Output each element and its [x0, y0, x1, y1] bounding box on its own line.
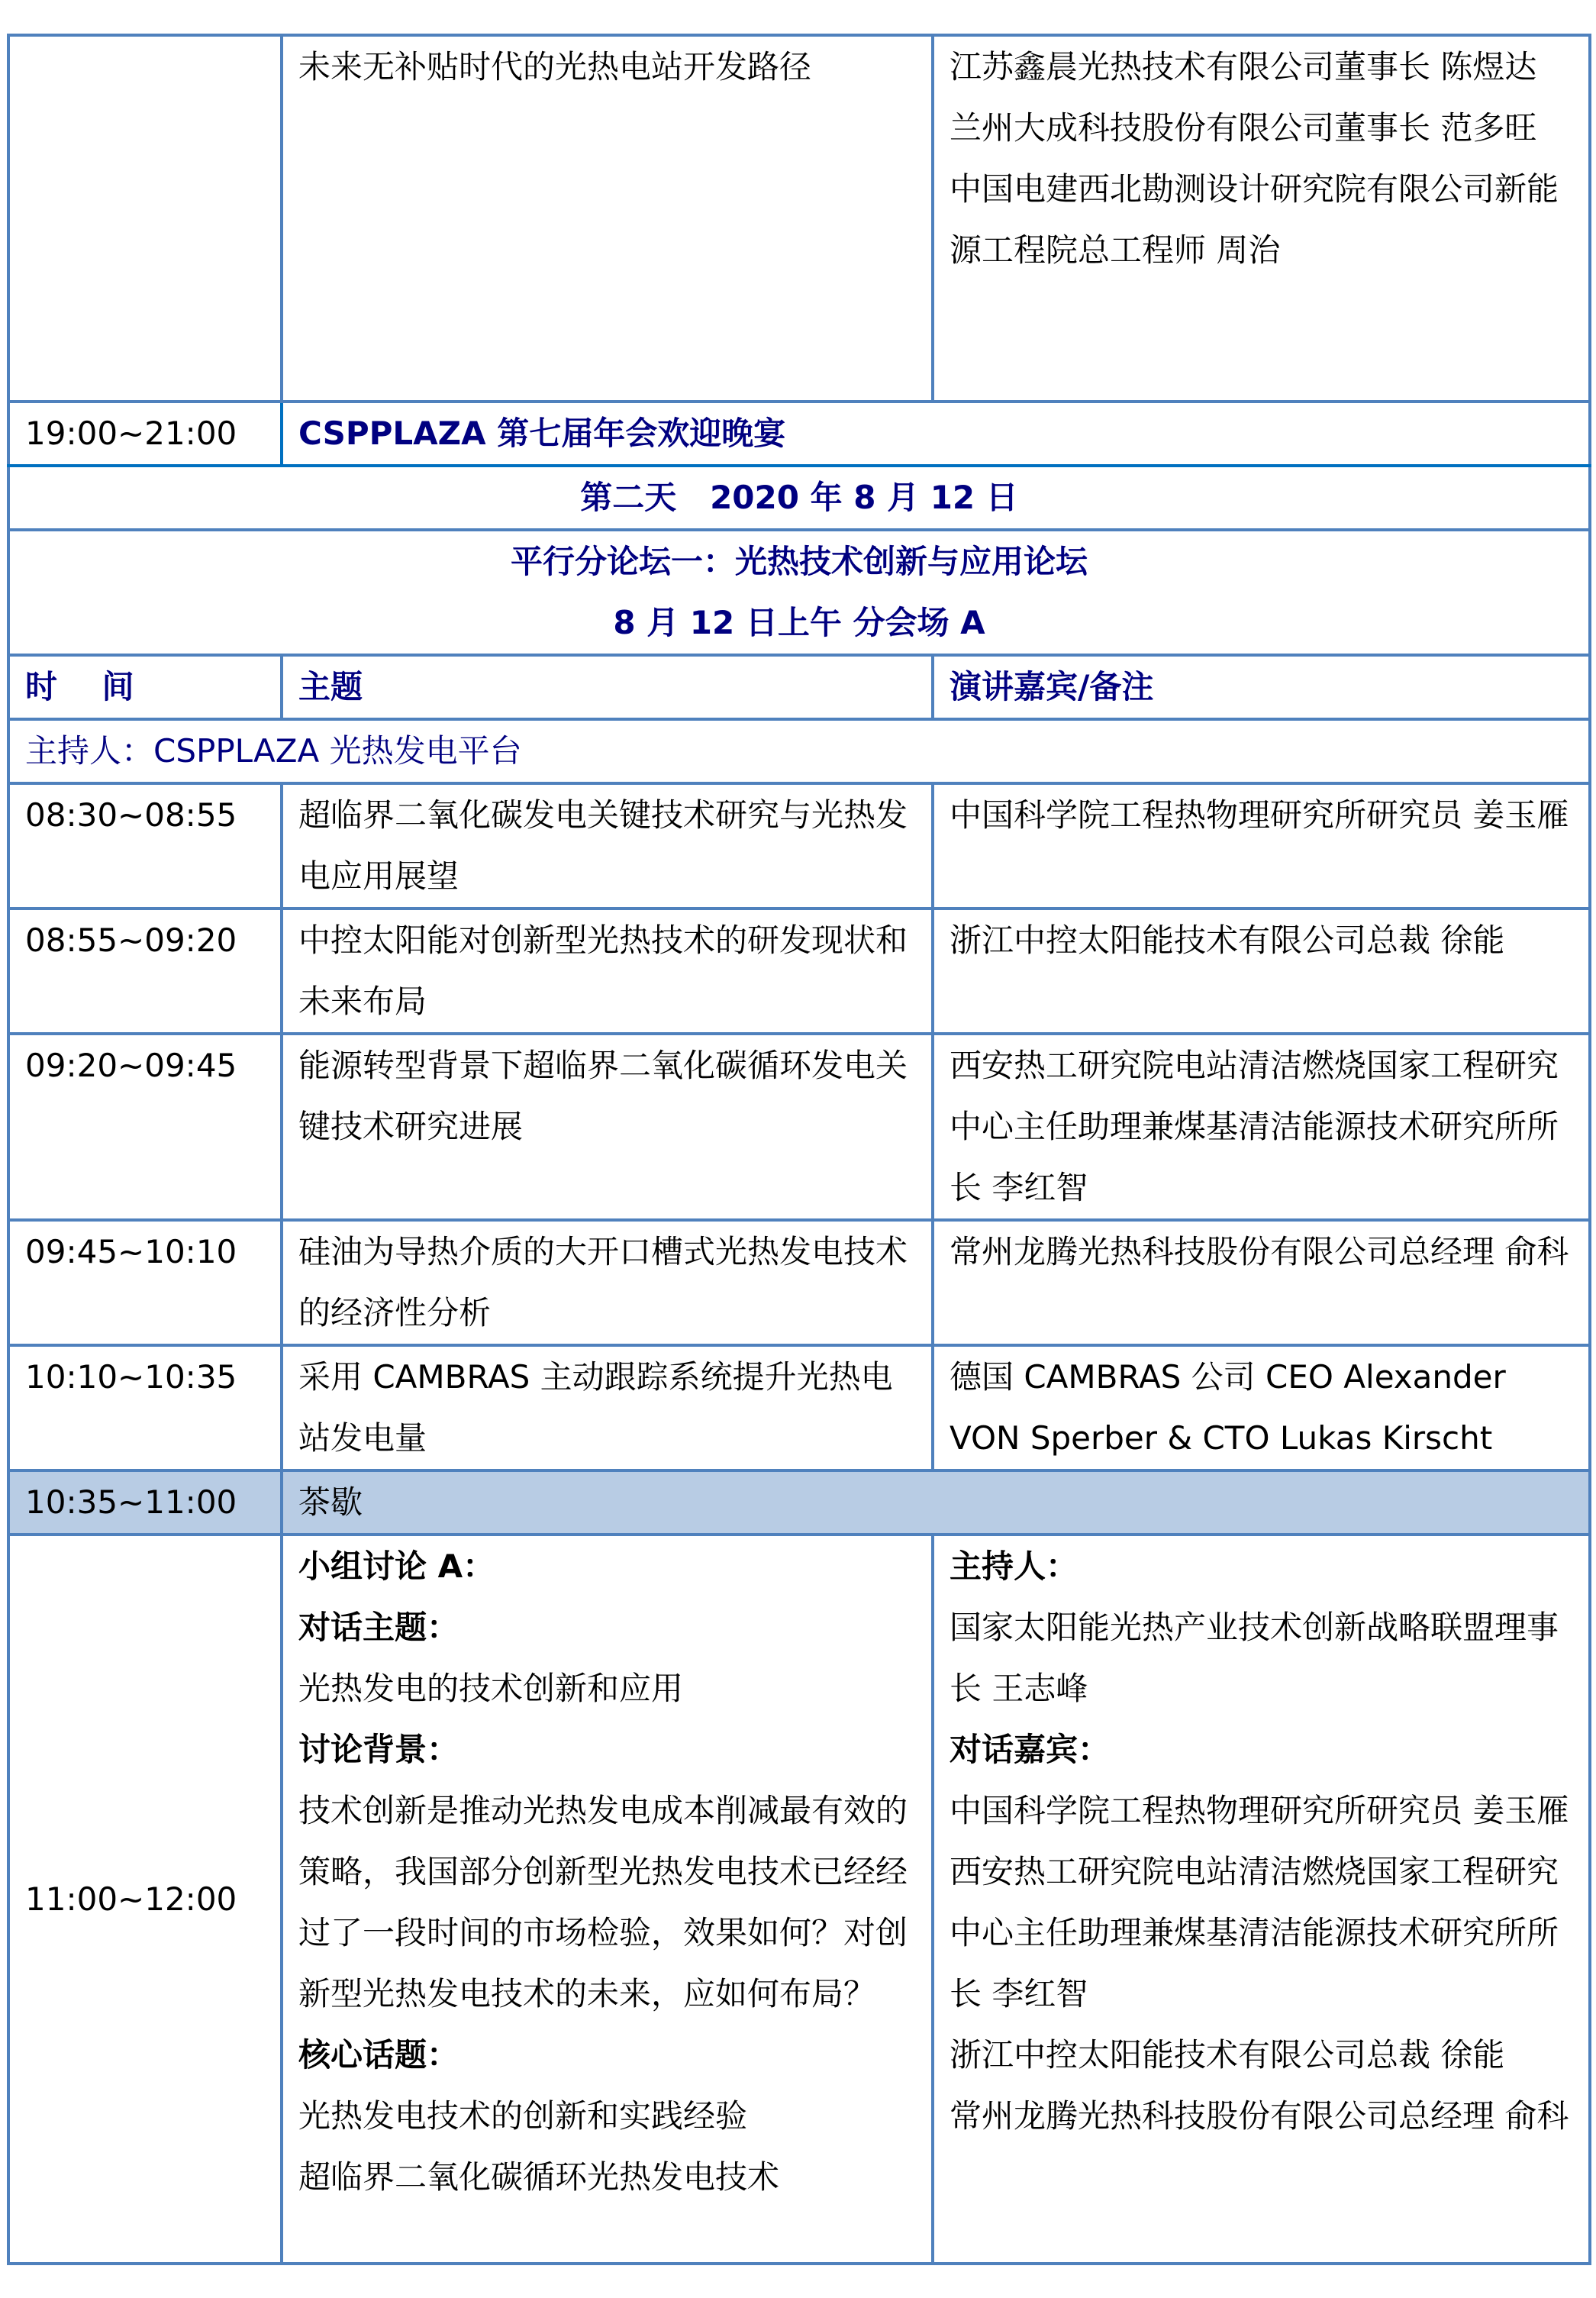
forum-heading — [8, 530, 1590, 655]
column-header-time: 时 间 — [8, 655, 282, 719]
table-row-day-heading — [8, 466, 1590, 530]
speakers-cell: 德国 CAMBRAS 公司 CEO Alexander VON Sperber & CTO Lukas Kirscht — [933, 1345, 1590, 1470]
table-row-session — [8, 909, 1590, 1034]
topic-cell: 中控太阳能对创新型光热技术的研发现状和未来布局 — [282, 909, 933, 1034]
table-row-prev-session — [8, 35, 1590, 402]
time-cell: 09:20~09:45 — [8, 1034, 282, 1220]
forum-title: 平行分论坛一：光热技术创新与应用论坛 — [510, 543, 1088, 580]
guest-item: 中国科学院工程热物理研究所研究员 姜玉雁 — [950, 1792, 1569, 1829]
time-cell — [8, 35, 282, 402]
time-cell: 19:00~21:00 — [8, 402, 282, 466]
table-row-host — [8, 719, 1590, 783]
speakers-cell: 常州龙腾光热科技股份有限公司总经理 俞科 — [933, 1220, 1590, 1345]
speaker-line: 江苏鑫晨光热技术有限公司董事长 陈煜达 — [950, 48, 1537, 86]
background-text: 技术创新是推动光热发电成本削减最有效的策略，我国部分创新型光热发电技术已经经过了一段时间的市场检验，效果如何？对创新型光热发电技术的未来，应如何布局？ — [298, 1792, 908, 2012]
topic-cell: 采用 CAMBRAS 主动跟踪系统提升光热电站发电量 — [282, 1345, 933, 1470]
speakers-cell — [933, 35, 1590, 402]
table-row-welcome-dinner — [8, 402, 1590, 466]
moderator-text: 国家太阳能光热产业技术创新战略联盟理事长 王志峰 — [950, 1609, 1559, 1707]
guest-item: 常州龙腾光热科技股份有限公司总经理 俞科 — [950, 2097, 1569, 2135]
core-topic-item: 光热发电技术的创新和实践经验 — [298, 2097, 748, 2135]
table-row-session — [8, 1220, 1590, 1345]
speaker-line: 兰州大成科技股份有限公司董事长 范多旺 — [950, 109, 1537, 147]
welcome-dinner-title: CSPPLAZA 第七届年会欢迎晚宴 — [282, 402, 1590, 466]
topic-cell: 能源转型背景下超临界二氧化碳循环发电关键技术研究进展 — [282, 1034, 933, 1220]
theme-text: 光热发电的技术创新和应用 — [298, 1670, 684, 1707]
moderator-label: 主持人： — [950, 1548, 1079, 1585]
time-cell: 10:35~11:00 — [8, 1470, 282, 1535]
tea-break-label: 茶歇 — [282, 1470, 1590, 1535]
speakers-cell: 西安热工研究院电站清洁燃烧国家工程研究中心主任助理兼煤基清洁能源技术研究所所长 李红智 — [933, 1034, 1590, 1220]
host-line: 主持人：CSPPLAZA 光热发电平台 — [8, 719, 1590, 783]
time-cell: 09:45~10:10 — [8, 1220, 282, 1345]
table-row-tea-break — [8, 1470, 1590, 1535]
column-header-speakers: 演讲嘉宾/备注 — [933, 655, 1590, 719]
core-topics-label: 核心话题： — [298, 2036, 459, 2074]
table-row-session — [8, 1034, 1590, 1220]
agenda-table — [7, 34, 1591, 2265]
topic-cell: 硅油为导热介质的大开口槽式光热发电技术的经济性分析 — [282, 1220, 933, 1345]
table-header-row — [8, 655, 1590, 719]
panel-speakers-cell — [933, 1535, 1590, 2264]
guests-label: 对话嘉宾： — [950, 1731, 1111, 1768]
table-row-session — [8, 1345, 1590, 1470]
group-label: 小组讨论 A： — [298, 1548, 495, 1585]
speaker-line: 中国电建西北勘测设计研究院有限公司新能源工程院总工程师 周治 — [950, 170, 1559, 269]
table-row-forum-heading — [8, 530, 1590, 655]
time-cell: 08:30~08:55 — [8, 783, 282, 909]
table-row-session — [8, 783, 1590, 909]
speakers-cell: 浙江中控太阳能技术有限公司总裁 徐能 — [933, 909, 1590, 1034]
core-topic-item: 超临界二氧化碳循环光热发电技术 — [298, 2158, 780, 2196]
guest-item: 西安热工研究院电站清洁燃烧国家工程研究中心主任助理兼煤基清洁能源技术研究所所长 李红智 — [950, 1853, 1559, 2012]
time-cell: 11:00~12:00 — [8, 1535, 282, 2264]
panel-topic-cell — [282, 1535, 933, 2264]
topic-cell: 未来无补贴时代的光热电站开发路径 — [282, 35, 933, 402]
speakers-cell: 中国科学院工程热物理研究所研究员 姜玉雁 — [933, 783, 1590, 909]
theme-label: 对话主题： — [298, 1609, 459, 1646]
forum-subtitle: 8 月 12 日上午 分会场 A — [613, 604, 985, 641]
day-heading: 第二天 2020 年 8 月 12 日 — [8, 466, 1590, 530]
time-cell: 10:10~10:35 — [8, 1345, 282, 1470]
table-row-panel — [8, 1535, 1590, 2264]
background-label: 讨论背景： — [298, 1731, 459, 1768]
column-header-topic: 主题 — [282, 655, 933, 719]
topic-cell: 超临界二氧化碳发电关键技术研究与光热发电应用展望 — [282, 783, 933, 909]
guest-item: 浙江中控太阳能技术有限公司总裁 徐能 — [950, 2036, 1505, 2074]
time-cell: 08:55~09:20 — [8, 909, 282, 1034]
